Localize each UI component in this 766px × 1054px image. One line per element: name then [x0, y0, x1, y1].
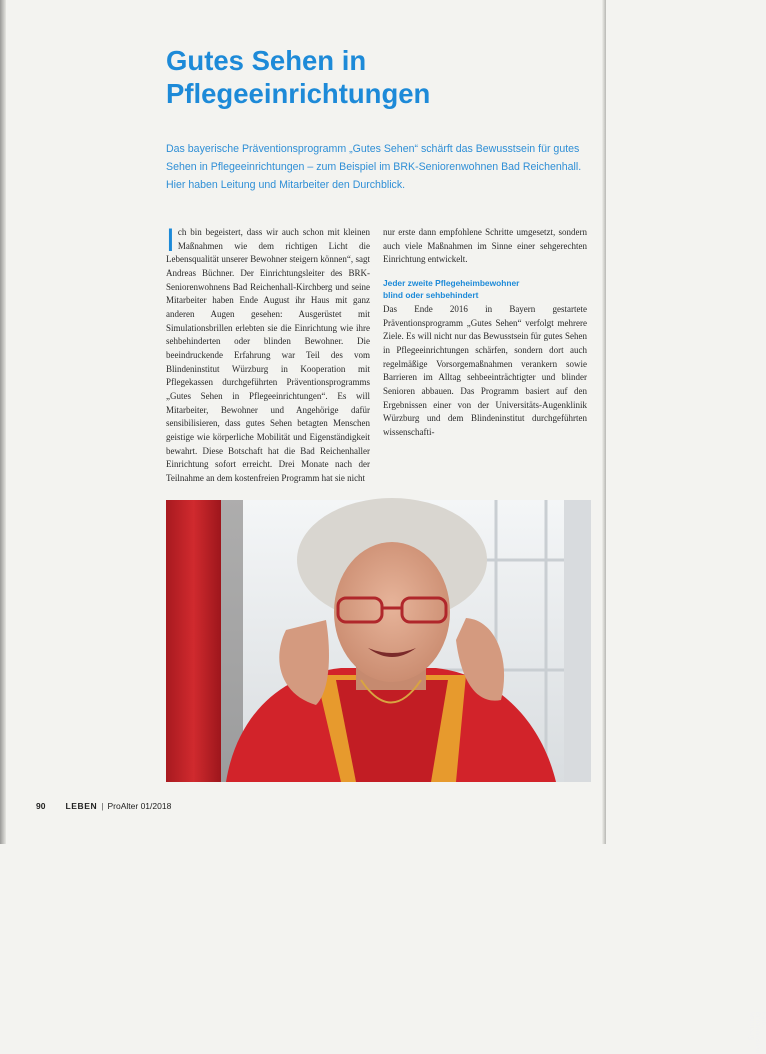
body-column-right	[383, 226, 587, 440]
page-edge-shadow-right	[602, 0, 606, 844]
body-column-left	[166, 222, 370, 485]
red-curtain-left	[166, 500, 221, 782]
subhead-line-1: Jeder zweite Pflegeheimbewohner	[383, 277, 520, 288]
photo-senior-woman-with-glasses	[166, 500, 591, 782]
body-paragraph-1-text: ch bin begeistert, dass wir auch schon mit kleinen Maßnahmen wie dem richtigen Licht die Lebensqualität unserer Bewohner steigern können“, sagt Andreas Büchner. Der Einrichtungsleiter des BRK-Seniorenwohnens Bad Reichenhall-Kirchberg und seine Mitarbeiter haben Ende August ihr Haus mit ganz anderen Augen gesehen: Ausgerüstet mit Simulationsbrillen erlebten sie die Einrichtung wie ihre sehbehinderten oder blinden Bewohner. Die beeindruckende Erfahrung war Teil des vom Blindeninstitut Würzburg in Kooperation mit Pflegekassen durchgeführten Präventionsprogramms „Gutes Sehen in Pflegeeinrichtungen“. Es will Mitarbeiter, Bewohner und Angehörige dafür sensibilisieren, dass gutes Sehen betagten Menschen geistige wie körperliche Mobilität und Eigenständigkeit bewahrt. Diese Botschaft hat die Bad Reichenhaller Einrichtung sofort erreicht. Drei Monate nach der Teilnahme an dem kostenfreien Programm hat sie nicht	[166, 227, 370, 483]
body-paragraph-2: Das Ende 2016 in Bayern gestartete Präventionsprogramm „Gutes Sehen“ verfolgt mehrere Ziele. Es will nicht nur das Bewusstsein für gutes Sehen in Pflegeeinrichtungen schärfen, sondern dort auch regelmäßige Vorsorgemaßnahmen verankern sowie Barrieren im Alltag sehbeeinträchtigter und blinder Senioren abbauen. Das Programm basiert auf den Ergebnissen einer von der Universitäts-Augenklinik Würzburg und dem Blindeninstitut durchgeführten wissenschafti-	[383, 303, 587, 437]
title-line-2: Pflegeeinrichtungen	[166, 78, 431, 109]
subhead-line-2: blind oder sehbehindert	[383, 289, 479, 300]
article-photo	[166, 500, 766, 1054]
body-paragraph-1-continued: nur erste dann empfohlene Schritte umgesetzt, sondern auch viele Maßnahmen im Sinne einer sehgerechten Einrichtung entwickelt.	[383, 227, 587, 265]
title-line-1: Gutes Sehen in	[166, 45, 367, 76]
page-footer	[36, 801, 171, 811]
section-subhead	[383, 277, 587, 301]
issue-label: ProAlter 01/2018	[107, 801, 172, 811]
body-paragraph-1	[166, 222, 370, 485]
page-number: 90	[36, 801, 46, 811]
footer-separator: |	[101, 801, 104, 811]
window-edge-right	[564, 500, 591, 782]
page-edge-shadow-left	[0, 0, 6, 844]
article-title	[166, 44, 566, 110]
article-lead: Das bayerische Präventionsprogramm „Gutes Sehen“ schärft das Bewusstsein für gutes Sehen in Pflegeeinrichtungen – zum Beispiel im BRK-Seniorenwohnen Bad Reichenhall. Hier haben Leitung und Mitarbeiter den Durchblick.	[166, 143, 582, 192]
section-name: LEBEN	[65, 801, 98, 811]
drop-cap: I	[166, 222, 175, 258]
face	[334, 542, 450, 682]
photo-credit: Foto: Blindeninstitut Würzburg	[748, 1012, 766, 1054]
